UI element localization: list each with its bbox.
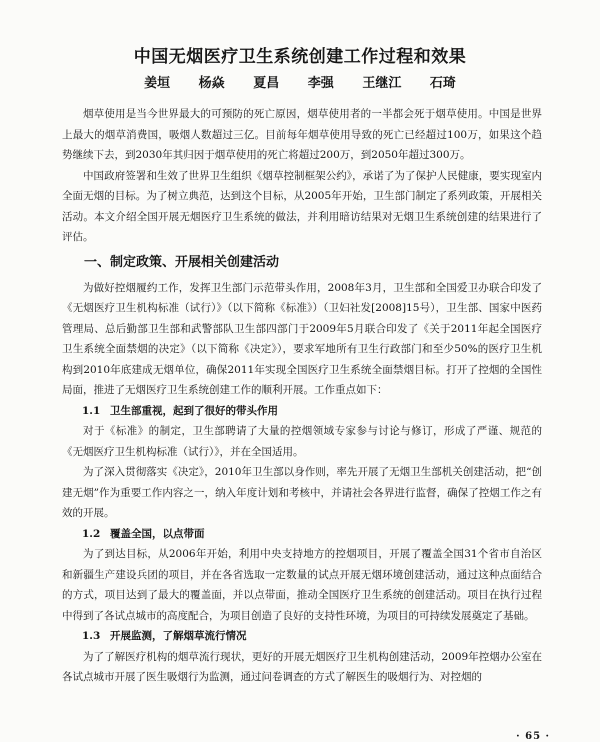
intro-paragraph: 烟草使用是当今世界最大的可预防的死亡原因，烟草使用者的一半都会死于烟草使用。中国是世界上最大的烟草消费国，吸烟人数超过三亿。目前每年烟草使用导致的死亡已经超过100万，如果这个趋势继续下去，到2030年其归因于烟草使用的死亡将超过200万，到2050年超过300万。 (62, 108, 542, 161)
subsection-paragraph: 为了了解医疗机构的烟草流行现状，更好的开展无烟医疗卫生机构创建活动，2009年控烟办公室在各试点城市开展了医生吸烟行为监测，通过问卷调查的方式了解医生的吸烟行为、对控烟的 (62, 650, 542, 683)
subsection-title: 卫生部重视，起到了很好的带头作用 (110, 404, 278, 417)
author-name: 夏昌 (253, 76, 280, 91)
intro-paragraph: 中国政府签署和生效了世界卫生组织《烟草控制框架公约》，承诺了为了保护人民健康，要实现室内全面无烟的目标。为了树立典范，达到这个目标，从2005年开始，卫生部门制定了系列政策，开展相关活动。本文介绍全国开展无烟医疗卫生系统的做法，并利用暗访结果对无烟卫生系统创建的结果进行了评估。 (62, 169, 542, 243)
subsection-paragraph: 为了到达目标，从2006年开始，利用中央支持地方的控烟项目，开展了覆盖全国31个省市自治区和新疆生产建设兵团的项目，并在各省选取一定数量的试点开展无烟环境创建活动，通过这种点面结合的方式，项目达到了最大的覆盖面，并以点带面，推动全国医疗卫生系统的创建活动。项目在执行过程中得到了各试点城市的高度配合，为项目创造了良好的支持性环境，为项目的可持续发展奠定了基础。 (62, 548, 542, 622)
author-name: 王继江 (362, 76, 402, 91)
paper-title: 中国无烟医疗卫生系统创建工作过程和效果 (133, 47, 467, 67)
article-body (62, 104, 542, 688)
subsection-number: 1.3 (82, 630, 101, 642)
subsection-paragraph: 对于《标准》的制定，卫生部聘请了大量的控烟领域专家参与讨论与修订，形成了严谨、规范的《无烟医疗卫生机构标准（试行）》，并在全国适用。 (62, 425, 542, 458)
section-heading: 一、制定政策、开展相关创建活动 (84, 254, 280, 270)
author-name: 李强 (307, 76, 334, 91)
author-name: 杨焱 (198, 76, 225, 91)
subsection-number: 1.2 (82, 527, 101, 540)
subsection-paragraph: 为了深入贯彻落实《决定》，2010年卫生部以身作则，率先开展了无烟卫生部机关创建活动，把“创建无烟”作为重要工作内容之一，纳入年度计划和考核中，并请社会各界进行监督，确保了控烟工作之有效的开展。 (62, 466, 542, 519)
subsection-title: 开展监测，了解烟草流行情况 (110, 630, 247, 642)
page-number: · 65 · (516, 731, 550, 742)
subsection-number: 1.1 (82, 404, 101, 417)
subsection-heading (82, 401, 542, 422)
author-name: 姜垣 (144, 76, 171, 91)
subsection-title: 覆盖全国，以点带面 (110, 527, 205, 540)
subsection-heading (82, 524, 542, 545)
author-name: 石琦 (429, 76, 456, 91)
section-paragraph: 为做好控烟履约工作，发挥卫生部门示范带头作用，2008年3月，卫生部和全国爱卫办联合印发了《无烟医疗卫生机构标准（试行）》（以下简称《标准》）（卫妇社发[2008]15号），卫生部、国家中医药管理局、总后勤部卫生部和武警部队卫生部四部门于2009年5月联合印发了《关于2011年起全国医疗卫生系统全面禁烟的决定》（以下简称《决定》），要求军地所有卫生行政部门和至少50%的医疗卫生机构到2010年底建成无烟单位，确保2011年实现全国医疗卫生系统全面禁烟目标。打开了控烟的全国性局面，推进了无烟医疗卫生系统创建工作的顺利开展。工作重点如下： (62, 281, 542, 396)
subsection-heading (82, 626, 542, 647)
author-list (0, 72, 600, 91)
